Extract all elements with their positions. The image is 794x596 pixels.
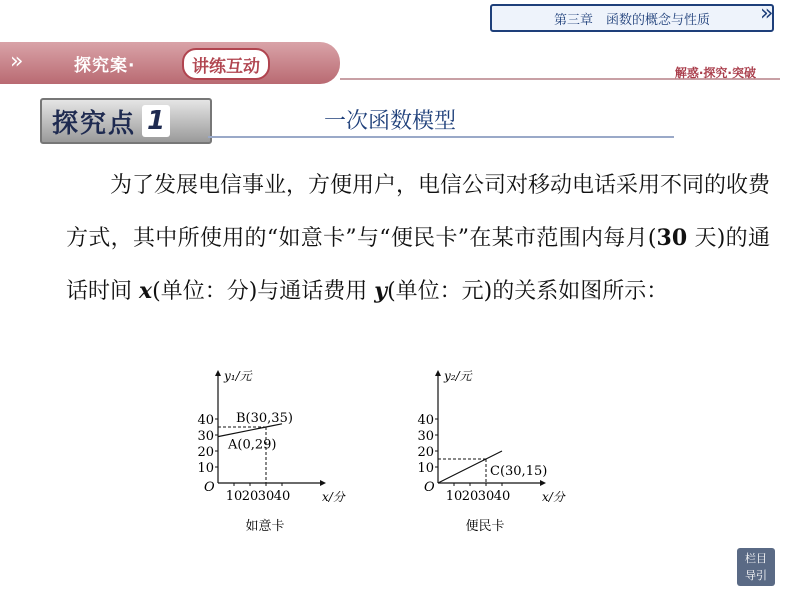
- y-axis-arrow: [215, 370, 221, 376]
- y-axis-arrow: [435, 370, 441, 376]
- x-tick-label: 30: [477, 489, 495, 504]
- origin-label: O: [204, 480, 215, 495]
- point-label: B(30,35): [236, 411, 293, 426]
- chart-bianminka: [405, 362, 595, 538]
- point-label: A(0,29): [228, 437, 277, 453]
- banner-label: 探究案·: [74, 56, 136, 76]
- origin-label: O: [424, 480, 435, 495]
- chevron-right-icon: »: [760, 1, 774, 26]
- x-axis-label: x/分: [322, 490, 345, 504]
- x-tick-label: 10: [225, 489, 243, 504]
- y-tick-label: 20: [417, 445, 434, 460]
- section-nav-button[interactable]: [737, 548, 775, 586]
- x-axis-arrow: [320, 480, 326, 486]
- chapter-tab[interactable]: [490, 1, 774, 32]
- paragraph-days: 30: [656, 225, 688, 251]
- y-tick-label: 10: [197, 461, 214, 476]
- paragraph-text: 为了发展电信事业，方便用户，电信公司对移动电话采用不同的收费方式，其中所使用的“如意卡”与“便民卡”在某市范围内每月(: [66, 173, 771, 251]
- section-title: 一次函数模型: [324, 109, 457, 134]
- banner-subtitle: 解惑·探究·突破: [674, 66, 756, 80]
- problem-paragraph: [66, 160, 770, 318]
- banner-bar: [0, 42, 340, 84]
- paragraph-text: 天)的通话时间: [66, 226, 770, 304]
- y-tick-label: 20: [197, 445, 214, 460]
- y-tick-label: 40: [417, 413, 434, 428]
- chart-title: 便民卡: [465, 519, 505, 534]
- section-banner: [0, 42, 794, 86]
- explore-point-badge: [40, 98, 212, 144]
- banner-tag: 讲练互动: [182, 48, 270, 80]
- nav-label-line1: 栏目: [745, 552, 767, 565]
- chapter-title: 第三章 函数的概念与性质: [553, 12, 710, 28]
- x-tick-label: 40: [493, 489, 511, 504]
- paragraph-text: (单位：分)与通话费用: [152, 279, 375, 304]
- y-axis-label: y₁/元: [224, 369, 252, 383]
- chart-ruyika: [185, 362, 375, 538]
- paragraph-var-y: y: [374, 278, 388, 304]
- x-tick-label: 20: [461, 489, 479, 504]
- x-tick-label: 10: [445, 489, 463, 504]
- x-tick-label: 20: [241, 489, 259, 504]
- explore-point-label: 探究点: [52, 108, 137, 139]
- explore-point-number: 1: [142, 105, 170, 137]
- paragraph-text: (单位：元)的关系如图所示：: [387, 279, 669, 304]
- y-tick-label: 30: [417, 429, 434, 444]
- y-tick-label: 40: [197, 413, 214, 428]
- point-label: C(30,15): [490, 464, 548, 479]
- x-tick-label: 40: [273, 489, 291, 504]
- x-tick-label: 30: [257, 489, 275, 504]
- chevron-right-icon: »: [10, 49, 24, 74]
- section-divider: [208, 136, 674, 138]
- chart-title: 如意卡: [245, 519, 285, 534]
- x-axis-label: x/分: [542, 490, 565, 504]
- paragraph-var-x: x: [139, 278, 153, 304]
- y-axis-label: y₂/元: [444, 369, 472, 383]
- nav-label-line2: 导引: [745, 569, 767, 582]
- y-tick-label: 30: [197, 429, 214, 444]
- y-tick-label: 10: [417, 461, 434, 476]
- x-axis-arrow: [540, 480, 546, 486]
